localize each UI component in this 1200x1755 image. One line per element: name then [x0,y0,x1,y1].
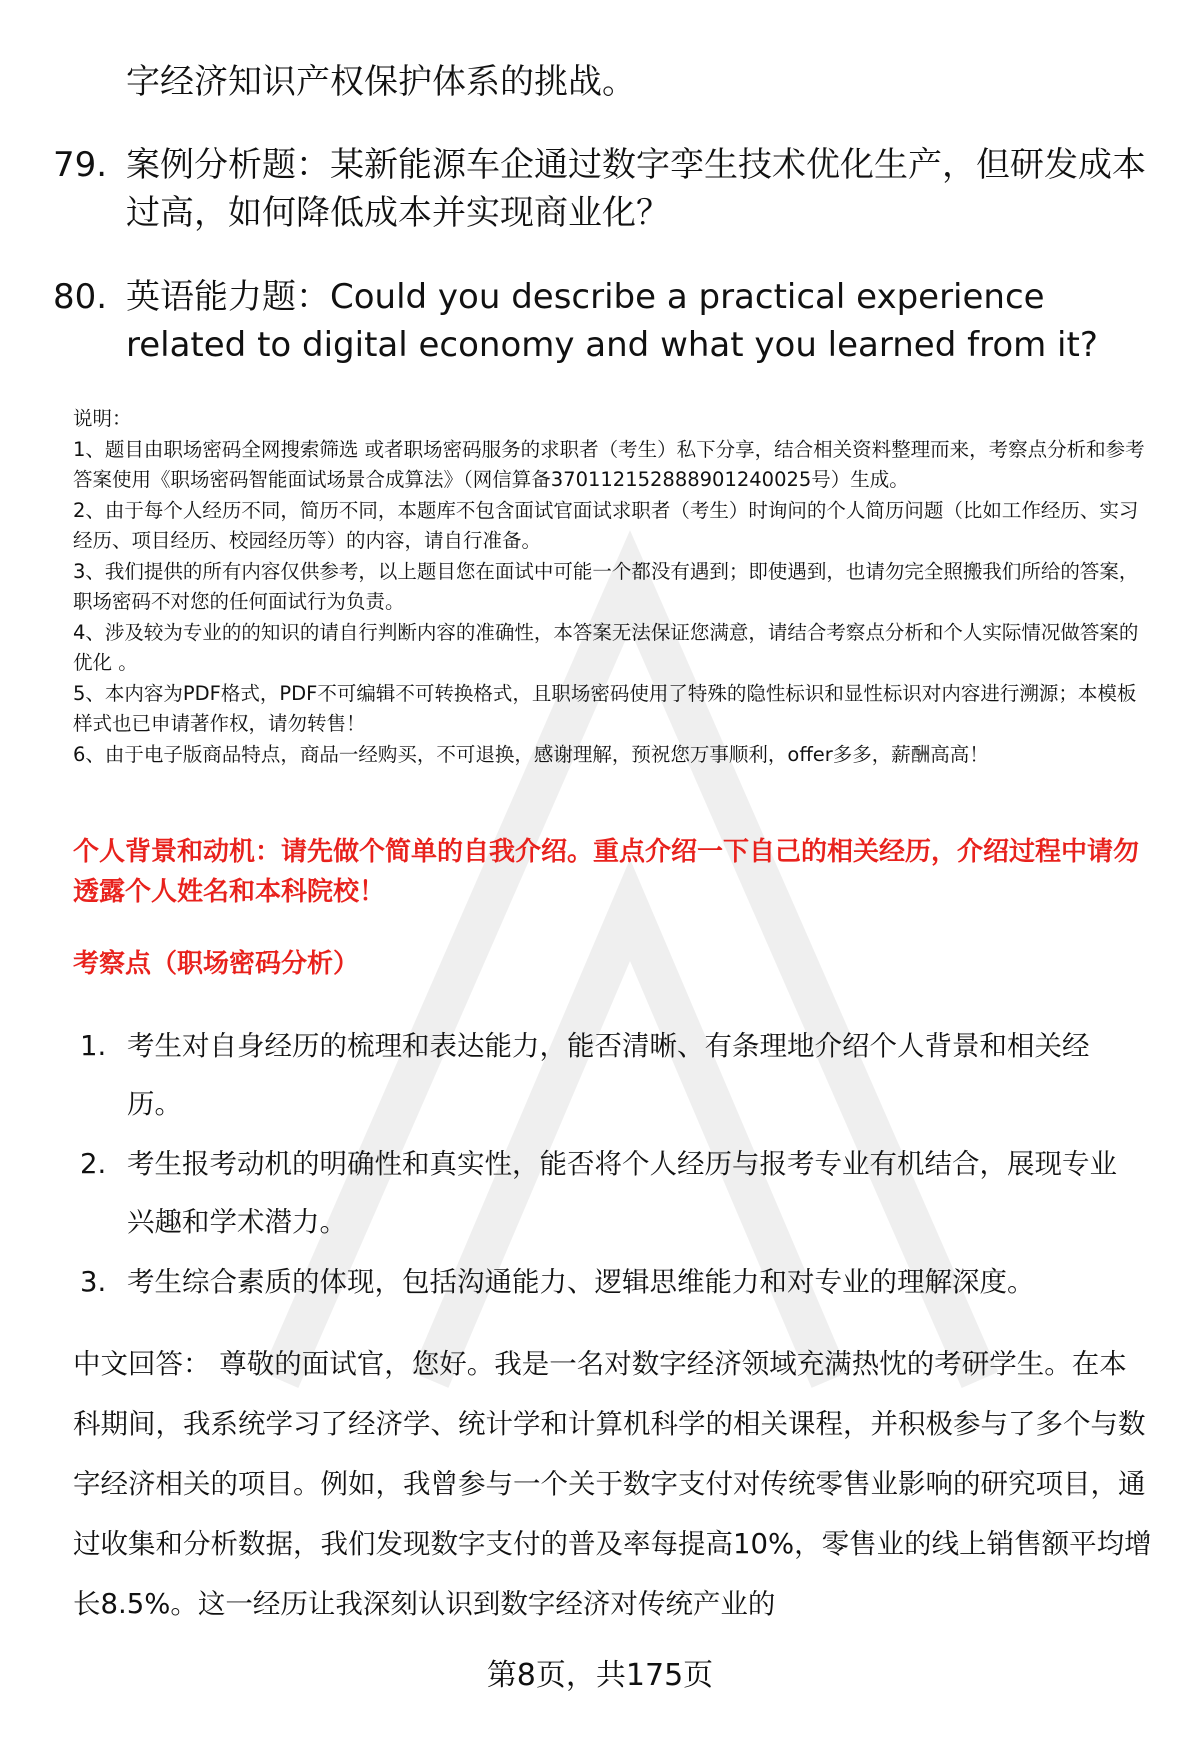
question-number: 80. [53,277,108,317]
list-item: 2. 考生报考动机的明确性和真实性，能否将个人经历与报考专业有机结合，展现专业兴趣和学术潜力。 [80,1148,1117,1238]
note-item: 4、涉及较为专业的的知识的请自行判断内容的准确性，本答案无法保证您满意，请结合考察点分析和个人实际情况做答案的优化 。 [73,620,1139,674]
analysis-points [80,1017,1140,1313]
continuation-line: 字经济知识产权保护体系的挑战。 [126,62,636,102]
analysis-heading: 考察点（职场密码分析） [73,949,360,979]
note-item: 6、由于电子版商品特点，商品一经购买，不可退换，感谢理解，预祝您万事顺利，offer多多，薪酬高高！ [73,742,989,766]
question-79 [53,141,1163,237]
question-heading: 个人背景和动机：请先做个简单的自我介绍。重点介绍一下自己的相关经历，介绍过程中请勿透露个人姓名和本科院校！ [73,837,1140,907]
question-number: 79. [53,145,108,185]
list-item: 3. 考生综合素质的体现，包括沟通能力、逻辑思维能力和对专业的理解深度。 [80,1266,1035,1298]
disclaimer-notes [73,404,1153,770]
question-text: 案例分析题：某新能源车企通过数字孪生技术优化生产，但研发成本过高，如何降低成本并实现商业化？ [126,145,1146,233]
note-item: 2、由于每个人经历不同，简历不同，本题库不包含面试官面试求职者（考生）时询问的个人简历问题（比如工作经历、实习经历、项目经历、校园经历等）的内容，请自行准备。 [73,498,1139,552]
list-item: 1. 考生对自身经历的梳理和表达能力，能否清晰、有条理地介绍个人背景和相关经历。 [80,1030,1090,1120]
page-number: 第8页，共175页 [486,1658,714,1693]
answer-paragraph: 中文回答： 尊敬的面试官，您好。我是一名对数字经济领域充满热忱的考研学生。在本科期间，我系统学习了经济学、统计学和计算机科学的相关课程，并积极参与了多个与数字经济相关的项目。例如，我曾参与一个关于数字支付对传统零售业影响的研究项目，通过收集和分析数据，我们发现数字支付的普及率每提高10%，零售业的线上销售额平均增长8.5%。这一经历让我深刻认识到数字经济对传统产业的 [73,1348,1152,1620]
question-text: 英语能力题：Could you describe a practical experience related to digital economy and what you learned from it? [126,277,1098,365]
question-80 [53,273,1163,369]
note-item: 3、我们提供的所有内容仅供参考，以上题目您在面试中可能一个都没有遇到；即使遇到，也请勿完全照搬我们所给的答案，职场密码不对您的任何面试行为负责。 [73,559,1139,613]
note-item: 1、题目由职场密码全网搜索筛选 或者职场密码服务的求职者（考生）私下分享，结合相关资料整理而来，考察点分析和参考答案使用《职场密码智能面试场景合成算法》（网信算备370112152888901240025号）生成。 [73,437,1145,491]
note-item: 5、本内容为PDF格式，PDF不可编辑不可转换格式，且职场密码使用了特殊的隐性标识和显性标识对内容进行溯源；本模板样式也已申请著作权，请勿转售！ [73,681,1137,735]
notes-title: 说明： [73,407,132,430]
